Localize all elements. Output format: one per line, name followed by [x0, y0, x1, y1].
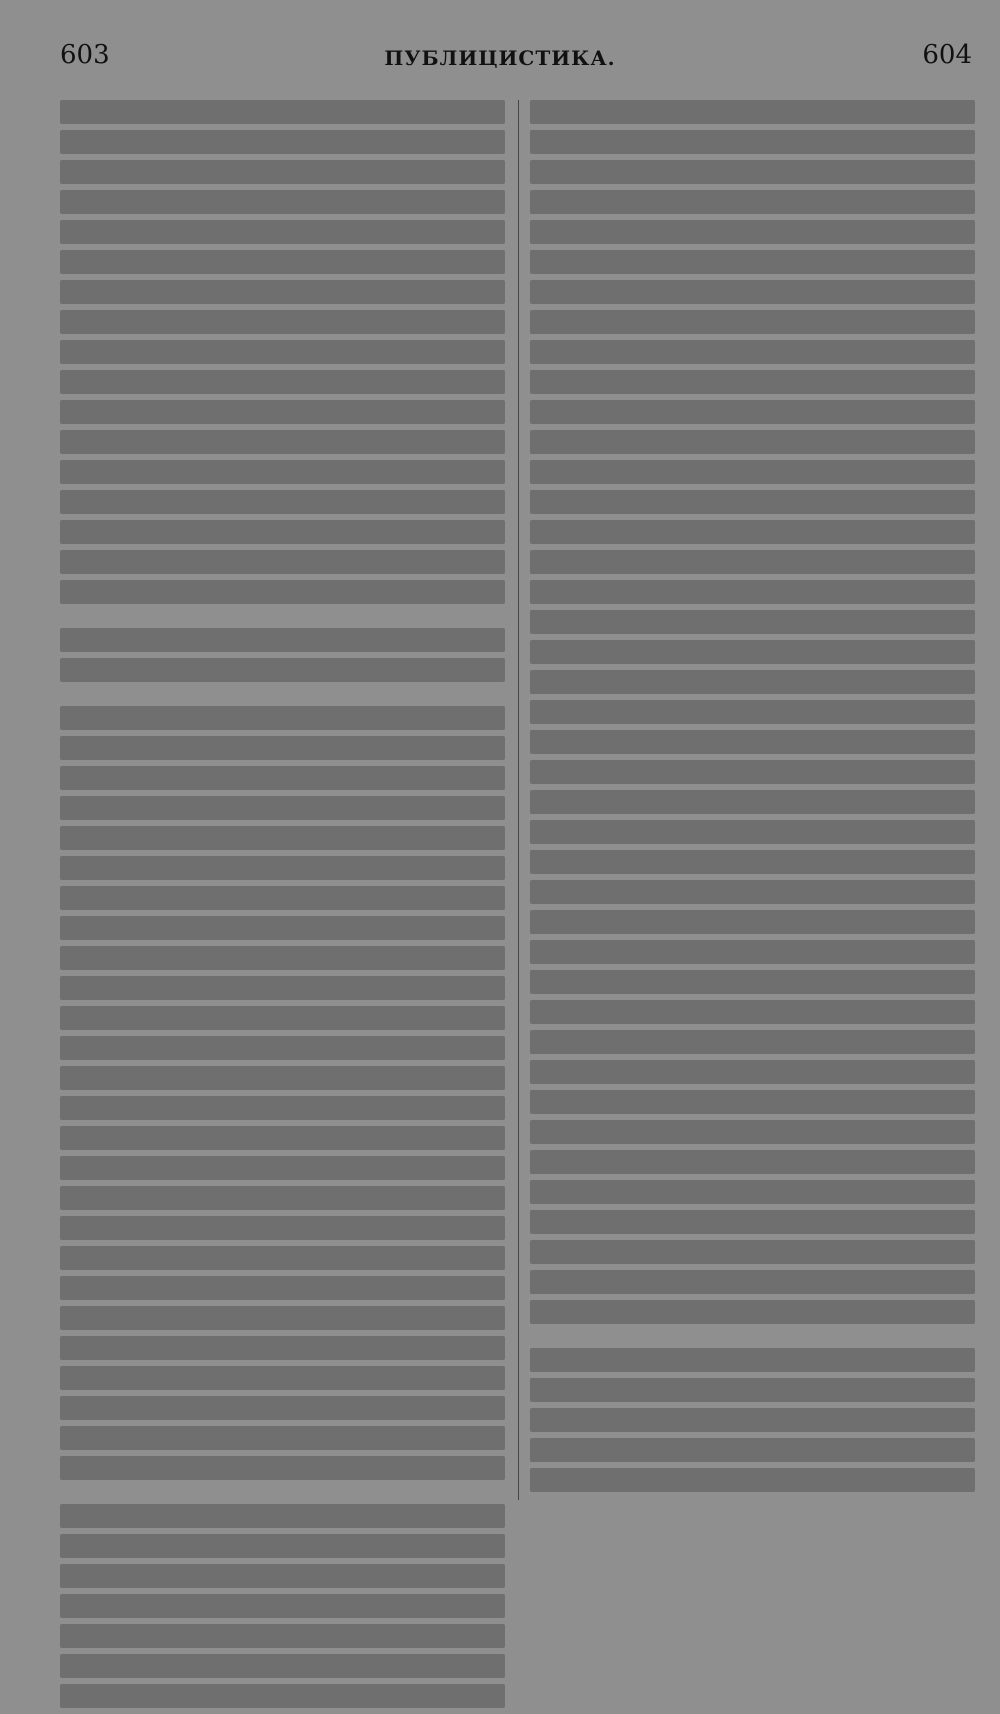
- text-line: [60, 1336, 505, 1360]
- text-line: [530, 1030, 975, 1054]
- text-line: [530, 460, 975, 484]
- text-line: [60, 580, 505, 604]
- text-line: [60, 1276, 505, 1300]
- text-line: [530, 250, 975, 274]
- text-line: [60, 250, 505, 274]
- text-line: [530, 1060, 975, 1084]
- section-title: ПУБЛИЦИСТИКА.: [384, 46, 616, 70]
- running-header: [0, 40, 1000, 80]
- text-line: [530, 520, 975, 544]
- text-line: [530, 220, 975, 244]
- text-line: [530, 790, 975, 814]
- paragraph-gap: [60, 688, 505, 706]
- text-line: [60, 1006, 505, 1030]
- text-line: [60, 1504, 505, 1528]
- text-line: [60, 370, 505, 394]
- paragraph-gap: [530, 1330, 975, 1348]
- text-line: [60, 1684, 505, 1708]
- text-line: [530, 1120, 975, 1144]
- left-column: [60, 100, 505, 1714]
- text-line: [60, 916, 505, 940]
- text-line: [530, 1180, 975, 1204]
- text-line: [530, 1468, 975, 1492]
- text-line: [530, 310, 975, 334]
- left-page-number: 603: [60, 40, 110, 70]
- text-line: [60, 340, 505, 364]
- text-line: [60, 856, 505, 880]
- text-line: [530, 940, 975, 964]
- paragraph-gap: [60, 610, 505, 628]
- text-line: [60, 658, 505, 682]
- text-line: [530, 1348, 975, 1372]
- text-line: [530, 100, 975, 124]
- text-line: [60, 1036, 505, 1060]
- text-line: [530, 1300, 975, 1324]
- text-line: [530, 610, 975, 634]
- text-line: [60, 1216, 505, 1240]
- text-line: [60, 190, 505, 214]
- text-line: [60, 1366, 505, 1390]
- text-line: [60, 886, 505, 910]
- text-line: [60, 520, 505, 544]
- text-line: [530, 970, 975, 994]
- text-line: [530, 700, 975, 724]
- text-line: [530, 400, 975, 424]
- text-line: [530, 760, 975, 784]
- text-line: [530, 130, 975, 154]
- text-line: [60, 1156, 505, 1180]
- text-line: [60, 1126, 505, 1150]
- text-line: [530, 1408, 975, 1432]
- text-line: [60, 706, 505, 730]
- text-line: [530, 730, 975, 754]
- text-line: [530, 340, 975, 364]
- text-line: [530, 850, 975, 874]
- text-line: [530, 880, 975, 904]
- text-line: [530, 670, 975, 694]
- text-line: [530, 550, 975, 574]
- text-line: [60, 1624, 505, 1648]
- text-line: [530, 1378, 975, 1402]
- text-line: [60, 796, 505, 820]
- text-line: [60, 490, 505, 514]
- text-line: [60, 310, 505, 334]
- text-line: [60, 430, 505, 454]
- text-line: [60, 946, 505, 970]
- text-line: [60, 736, 505, 760]
- text-line: [530, 580, 975, 604]
- text-line: [530, 190, 975, 214]
- text-line: [60, 1066, 505, 1090]
- text-line: [60, 976, 505, 1000]
- text-line: [530, 160, 975, 184]
- text-line: [60, 1534, 505, 1558]
- text-line: [60, 1654, 505, 1678]
- text-line: [530, 430, 975, 454]
- text-line: [530, 1150, 975, 1174]
- text-line: [60, 826, 505, 850]
- column-divider: [518, 100, 519, 1500]
- text-line: [60, 766, 505, 790]
- text-line: [60, 160, 505, 184]
- text-line: [60, 550, 505, 574]
- text-line: [530, 1438, 975, 1462]
- text-line: [530, 280, 975, 304]
- text-line: [60, 280, 505, 304]
- text-line: [60, 1564, 505, 1588]
- text-line: [530, 370, 975, 394]
- text-line: [60, 1306, 505, 1330]
- right-page-number: 604: [922, 40, 972, 70]
- text-line: [60, 1426, 505, 1450]
- text-line: [530, 490, 975, 514]
- right-column: [530, 100, 975, 1498]
- text-line: [530, 1090, 975, 1114]
- text-line: [60, 220, 505, 244]
- text-line: [530, 1270, 975, 1294]
- text-line: [530, 910, 975, 934]
- text-line: [60, 1594, 505, 1618]
- text-line: [60, 400, 505, 424]
- text-line: [530, 640, 975, 664]
- text-line: [530, 1000, 975, 1024]
- text-line: [60, 1246, 505, 1270]
- text-line: [60, 1186, 505, 1210]
- text-line: [60, 100, 505, 124]
- paragraph-gap: [60, 1486, 505, 1504]
- text-line: [60, 628, 505, 652]
- text-line: [60, 460, 505, 484]
- text-line: [530, 1240, 975, 1264]
- text-line: [60, 1096, 505, 1120]
- text-line: [60, 1456, 505, 1480]
- text-line: [530, 1210, 975, 1234]
- text-line: [530, 820, 975, 844]
- text-line: [60, 130, 505, 154]
- text-line: [60, 1396, 505, 1420]
